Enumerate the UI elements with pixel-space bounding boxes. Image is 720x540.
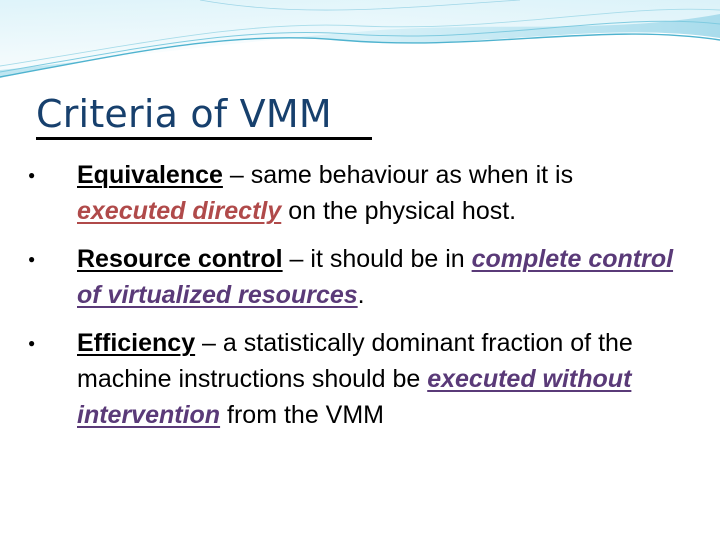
slide-title: Criteria of VMM [36, 92, 332, 136]
bullet-term: Resource control [77, 245, 283, 273]
bullet-text: . [357, 281, 365, 309]
bullet-efficiency [28, 325, 688, 433]
bullet-text: – it should be in [282, 245, 472, 273]
bullet-dot-icon: ● [28, 336, 36, 350]
bullet-emphasis: complete control of virtualized resources [77, 245, 674, 309]
bullet-emphasis: executed directly [77, 197, 282, 225]
bullet-dot-icon: ● [28, 168, 36, 182]
bullet-text: – same behaviour as when it is [222, 161, 574, 189]
title-underline [36, 137, 372, 140]
bullet-list [28, 157, 688, 445]
bullet-term: Efficiency [77, 329, 196, 357]
bullet-resource-control [28, 241, 688, 313]
bullet-term: Equivalence [77, 161, 223, 189]
bullet-text: from the VMM [220, 401, 384, 429]
header-wave-decoration [0, 0, 720, 90]
bullet-dot-icon: ● [28, 252, 36, 266]
bullet-text: on the physical host. [281, 197, 517, 225]
bullet-equivalence [28, 157, 688, 229]
bullet-text: – a statistically dominant fraction of the machine instructions should be [77, 329, 633, 393]
bullet-emphasis: executed without intervention [77, 365, 632, 429]
